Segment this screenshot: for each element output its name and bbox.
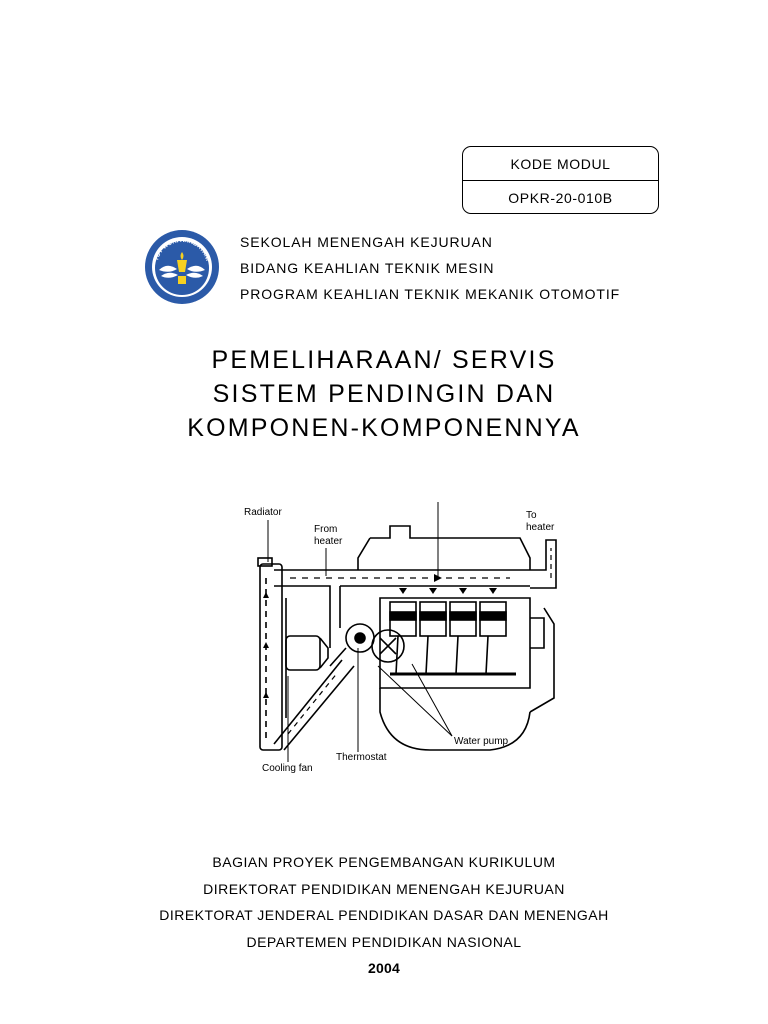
flow-arrows [399, 574, 497, 594]
kode-modul-label: KODE MODUL [510, 155, 611, 172]
title-line-1: PEMELIHARAAN/ SERVIS [211, 346, 557, 374]
logo-arc-text: TUT WURI HANDAYANI [153, 237, 211, 262]
publisher-info [0, 849, 768, 982]
label-to-heater-1: To [526, 510, 537, 521]
footer-line-2: DIREKTORAT PENDIDIKAN MENENGAH KEJURUAN [203, 880, 565, 897]
label-from-heater-2: heater [314, 536, 343, 547]
label-water-pump: Water pump [454, 736, 509, 747]
kode-modul-box [462, 146, 659, 214]
leader-lines [268, 502, 452, 762]
footer-line-1: BAGIAN PROYEK PENGEMBANGAN KURIKULUM [212, 854, 556, 870]
label-from-heater-1: From [314, 524, 338, 535]
label-to-heater-2: heater [526, 522, 555, 533]
thermostat-pump [330, 624, 404, 666]
heater-pipe [530, 540, 556, 588]
footer-line-3: DIREKTORAT JENDERAL PENDIDIKAN DASAR DAN MENENGAH [159, 907, 609, 923]
tut-wuri-handayani-logo [143, 228, 221, 306]
cooling-fan-shape [286, 598, 328, 718]
school-info [240, 229, 620, 307]
school-line-1: SEKOLAH MENENGAH KEJURUAN [240, 234, 493, 250]
engine-block [358, 526, 554, 750]
module-title [0, 343, 768, 445]
label-radiator: Radiator [244, 507, 282, 518]
cooling-system-diagram [230, 498, 580, 804]
kode-modul-value: OPKR-20-010B [508, 189, 613, 206]
title-line-3: KOMPONEN-KOMPONENNYA [187, 414, 581, 442]
title-line-2: SISTEM PENDINGIN DAN [212, 380, 556, 408]
cylinders [390, 602, 516, 674]
school-line-3: PROGRAM KEAHLIAN TEKNIK MEKANIK OTOMOTIF [240, 286, 621, 302]
publication-year: 2004 [368, 960, 400, 976]
label-cooling-fan: Cooling fan [262, 763, 313, 774]
footer-line-4: DEPARTEMEN PENDIDIKAN NASIONAL [246, 933, 522, 950]
label-thermostat: Thermostat [336, 752, 387, 763]
school-line-2: BIDANG KEAHLIAN TEKNIK MESIN [240, 260, 495, 276]
